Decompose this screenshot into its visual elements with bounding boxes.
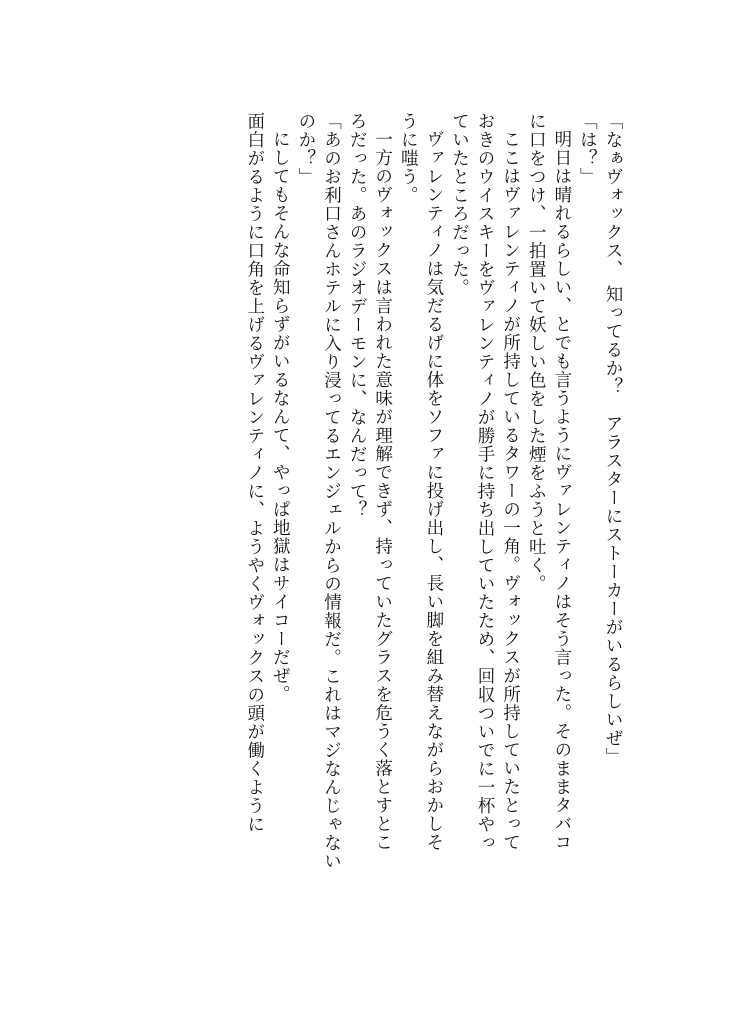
text-line: うに嗤う。 — [398, 112, 419, 205]
text-line: のか？」 — [295, 112, 316, 186]
text-line: ヴァレンティノは気だるげに体をソファに投げ出し、長い脚を組み替えながらおかしそ — [423, 129, 444, 851]
text-line: ていたところだった。 — [449, 112, 470, 297]
text-line: ろだった。あのラジオデーモンに、なんだって？ — [347, 112, 368, 519]
text-line: 「なぁヴォックス、 知ってるか？ アラスターにストーカーがいるらしいぜ」 — [603, 112, 623, 767]
text-line: ここはヴァレンティノが所持しているタワーの一角。ヴォックスが所持していたとって — [500, 129, 521, 851]
text-line: 「は？」 — [577, 112, 598, 186]
text-line: 一方のヴォックスは言われた意味が理解できず、持っていたグラスを危うく落とすとこ — [372, 129, 393, 851]
text-line: 明日は晴れるらしい、とでも言うようにヴァレンティノはそう言った。そのままタバコ — [551, 129, 572, 851]
text-line: にしてもそんな命知らずがいるなんて、やっぱ地獄はサイコーだぜ。 — [270, 129, 291, 703]
text-line: 面白がるように口角を上げるヴァレンティノに、ようやくヴォックスの頭が働くように — [244, 112, 265, 834]
vertical-text-body — [241, 112, 625, 932]
text-line: に口をつけ、一拍置いて妖しい色をした煙をふうと吐く。 — [526, 112, 547, 593]
text-line: 「あのお利口さんホテルに入り浸ってるエンジェルからの情報だ。これはマジなんじゃない — [321, 112, 342, 871]
text-line: おきのウイスキーをヴァレンティノが勝手に持ち出していたため、回収ついでに一杯やっ — [475, 112, 496, 852]
